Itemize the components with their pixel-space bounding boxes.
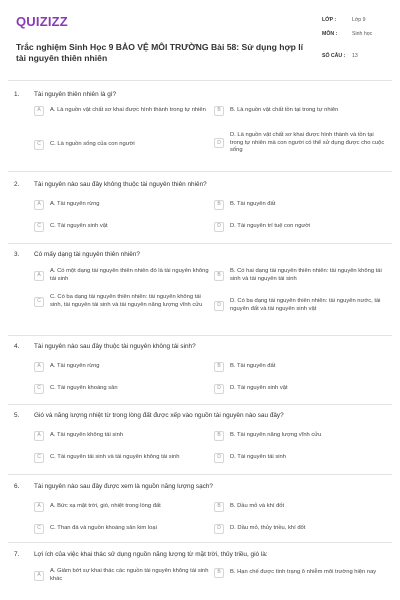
option-text: B. Tài nguyên đất <box>230 363 276 370</box>
divider <box>8 335 392 336</box>
option-text: C. Tài nguyên khoáng sản <box>50 385 118 392</box>
option-letter: B <box>214 502 224 512</box>
question-4 <box>14 340 386 400</box>
question-number: 6. <box>14 482 20 490</box>
option-letter: B <box>214 362 224 372</box>
option-text: C. Tài nguyên tái sinh và tài nguyên không tái sinh <box>50 454 180 461</box>
question-number: 4. <box>14 342 20 350</box>
option-text: C. Có ba dạng tài nguyên thiên nhiên: tài nguyên không tái sinh, tài nguyên tái sinh và tài nguyên năng lượng vĩnh cửu <box>50 294 203 308</box>
option-text: B. Tài nguyên năng lượng vĩnh cửu <box>230 432 322 439</box>
question-number: 2. <box>14 180 20 188</box>
option-text: D. Dầu mỏ, thủy triều, khí đốt <box>230 525 306 532</box>
option-letter: D <box>214 384 224 394</box>
option-c[interactable] <box>34 384 212 394</box>
count-row <box>322 50 386 64</box>
option-b[interactable] <box>214 568 386 578</box>
option-d[interactable] <box>214 132 386 155</box>
option-d[interactable] <box>214 222 386 232</box>
worksheet-meta <box>322 14 386 64</box>
option-letter: D <box>214 301 224 311</box>
question-1 <box>14 88 386 168</box>
option-text: C. Tài nguyên sinh vật <box>50 223 108 230</box>
option-d[interactable] <box>214 298 386 313</box>
option-d[interactable] <box>214 524 386 534</box>
option-letter: C <box>34 297 44 307</box>
option-c[interactable] <box>34 453 212 463</box>
quizizz-logo: QUIZIZZ <box>16 14 68 29</box>
question-text: Tài nguyên nào sau đây thuộc tài nguyên không tái sinh? <box>34 342 196 350</box>
option-text: B. Hạn chế được tình trạng ô nhiễm môi trường hiện nay <box>230 569 377 576</box>
option-text: A. Là nguồn vật chất sơ khai được hình thành trong tự nhiên <box>50 107 206 114</box>
option-b[interactable] <box>214 106 386 116</box>
option-b[interactable] <box>214 362 386 372</box>
question-text: Tài nguyên thiên nhiên là gì? <box>34 90 117 98</box>
option-a[interactable] <box>34 362 212 372</box>
worksheet-header <box>16 12 386 70</box>
option-text: A. Giảm bớt sự khai thác các nguồn tài nguyên không tái sinh khác <box>50 568 209 582</box>
option-letter: A <box>34 271 44 281</box>
divider <box>8 80 392 81</box>
option-c[interactable] <box>34 222 212 232</box>
question-2 <box>14 178 386 238</box>
option-letter: D <box>214 453 224 463</box>
question-count-label: SỐ CÂU : <box>322 53 346 59</box>
question-text: Tài nguyên nào sau đây được xem là nguồn năng lượng sạch? <box>34 482 213 490</box>
option-a[interactable] <box>34 268 212 283</box>
option-letter: A <box>34 431 44 441</box>
option-letter: C <box>34 140 44 150</box>
option-letter: C <box>34 453 44 463</box>
option-letter: D <box>214 138 224 148</box>
question-text: Lợi ích của việc khai thác sử dụng nguồn năng lượng từ mặt trời, thủy triều, gió là: <box>34 550 268 558</box>
option-c[interactable] <box>34 294 212 309</box>
subject-value: Sinh học <box>352 31 373 37</box>
question-text: Có mấy dạng tài nguyên thiên nhiên? <box>34 250 140 258</box>
option-letter: C <box>34 524 44 534</box>
question-count-value: 13 <box>352 53 358 59</box>
option-text: D. Là nguồn vật chất sơ khai được hình thành và tồn tại trong tự nhiên mà con người có thể sử dụng được cho cuộc sống <box>230 132 385 153</box>
option-letter: B <box>214 271 224 281</box>
option-text: B. Là nguồn vật chất tồn tại trong tự nhiên <box>230 107 339 114</box>
class-row <box>322 14 386 28</box>
option-d[interactable] <box>214 384 386 394</box>
question-3 <box>14 248 386 332</box>
question-number: 7. <box>14 550 20 558</box>
option-letter: A <box>34 571 44 581</box>
divider <box>8 474 392 475</box>
subject-row <box>322 28 386 50</box>
option-text: B. Dầu mỏ và khí đốt <box>230 503 285 510</box>
option-b[interactable] <box>214 200 386 210</box>
subject-label: MÔN : <box>322 31 338 37</box>
option-text: D. Tài nguyên sinh vật <box>230 385 288 392</box>
option-a[interactable] <box>34 568 212 583</box>
option-letter: A <box>34 502 44 512</box>
worksheet-title: Trắc nghiệm Sinh Học 9 BẢO VỆ MÔI TRƯỜNG Bài 58: Sử dụng hợp lí tài nguyên thiên nhiên <box>16 42 304 63</box>
option-letter: A <box>34 106 44 116</box>
divider <box>8 171 392 172</box>
option-letter: D <box>214 524 224 534</box>
option-text: A. Có một dạng tài nguyên thiên nhiên đó là tài nguyên không tái sinh <box>50 268 209 282</box>
option-a[interactable] <box>34 431 212 441</box>
option-text: C. Than đá và nguồn khoáng sản kim loại <box>50 525 157 532</box>
option-text: B. Tài nguyên đất <box>230 201 276 208</box>
option-text: B. Có hai dạng tài nguyên thiên nhiên: tài nguyên không tái sinh và tài nguyên tái sinh <box>230 268 382 282</box>
option-text: D. Có ba dạng tài nguyên thiên nhiên: tài nguyên nước, tài nguyên đất và tài nguyên sinh vật <box>230 298 381 312</box>
option-letter: B <box>214 200 224 210</box>
option-a[interactable] <box>34 200 212 210</box>
option-letter: B <box>214 106 224 116</box>
class-value: Lớp 9 <box>352 17 366 23</box>
option-d[interactable] <box>214 453 386 463</box>
option-a[interactable] <box>34 502 212 512</box>
option-b[interactable] <box>214 268 386 283</box>
option-b[interactable] <box>214 502 386 512</box>
option-letter: A <box>34 200 44 210</box>
option-text: A. Tài nguyên rừng <box>50 363 100 370</box>
option-letter: A <box>34 362 44 372</box>
option-text: C. Là nguồn sống của con người <box>50 141 135 148</box>
question-6 <box>14 480 386 540</box>
question-text: Gió và năng lượng nhiệt từ trong lòng đất được xếp vào nguồn tài nguyên nào sau đây? <box>34 411 284 419</box>
option-c[interactable] <box>34 140 212 150</box>
question-text: Tài nguyên nào sau đây không thuộc tài nguyên thiên nhiên? <box>34 180 207 188</box>
option-a[interactable] <box>34 106 212 116</box>
option-letter: B <box>214 568 224 578</box>
option-letter: D <box>214 222 224 232</box>
question-number: 3. <box>14 250 20 258</box>
divider <box>8 404 392 405</box>
option-letter: C <box>34 384 44 394</box>
option-c[interactable] <box>34 524 212 534</box>
class-label: LỚP : <box>322 17 337 23</box>
question-number: 5. <box>14 411 20 419</box>
divider <box>8 243 392 244</box>
option-letter: C <box>34 222 44 232</box>
option-text: A. Tài nguyên rừng <box>50 201 100 208</box>
option-text: D. Tài nguyên trí tuệ con người <box>230 223 311 230</box>
option-letter: B <box>214 431 224 441</box>
option-text: A. Tài nguyên không tái sinh <box>50 432 124 439</box>
option-text: D. Tài nguyên tái sinh <box>230 454 286 461</box>
question-number: 1. <box>14 90 20 98</box>
question-7 <box>14 548 386 598</box>
question-5 <box>14 409 386 469</box>
divider <box>8 542 392 543</box>
option-b[interactable] <box>214 431 386 441</box>
option-text: A. Bức xạ mặt trời, gió, nhiệt trong lòng đất <box>50 503 161 510</box>
